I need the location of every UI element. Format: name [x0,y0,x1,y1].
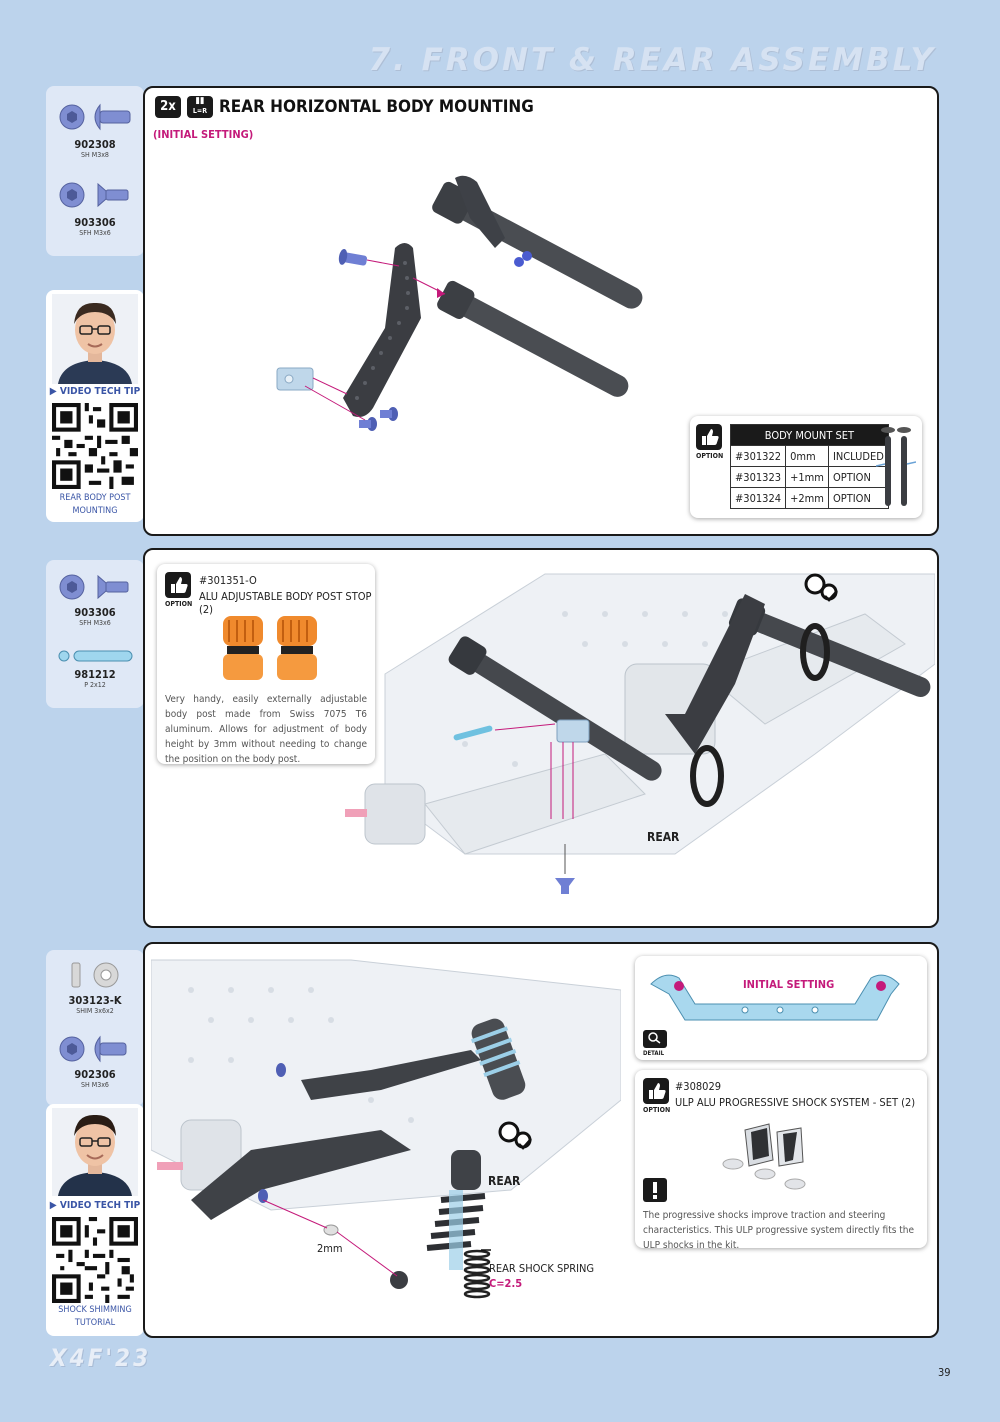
body-post-pair-icon [876,424,916,510]
thumbs-up-icon [643,1078,669,1104]
option-part-number: #301351-O [199,574,257,587]
option-name: ULP ALU PROGRESSIVE SHOCK SYSTEM - SET (2) [675,1096,916,1109]
step-panel-rear-body-mounting [143,86,939,536]
body-mount-set-table [730,424,889,509]
option-label: OPTION [643,1106,671,1114]
video-caption: TUTORIAL [74,1318,116,1328]
hardware-sidebar-step2 [46,560,144,708]
table-row: #301323 +1mm OPTION [731,467,889,488]
screw-icon [56,102,136,132]
progressive-shock-option-callout [635,1070,927,1251]
body-post-assembly-illustration [265,168,685,458]
step-title: REAR HORIZONTAL BODY MOUNTING [219,97,534,117]
hardware-desc: SH M3x6 [81,1081,109,1089]
video-tip-label: VIDEO TECH TIP [59,386,141,397]
option-name: ALU ADJUSTABLE BODY POST STOP (2) [199,590,372,616]
progressive-shock-parts-image [715,1120,835,1192]
hardware-desc: SH M3x8 [81,151,109,159]
lr-badge-label: L=R [192,107,208,115]
video-tip-label: VIDEO TECH TIP [59,1200,141,1211]
video-tip-card-step1[interactable] [46,290,144,522]
detail-setting-label: INITIAL SETTING [743,978,835,991]
hardware-code: 903306 [74,606,116,619]
detail-initial-setting-callout [635,956,927,1060]
table-header: BODY MOUNT SET [731,425,889,446]
video-caption: SHOCK SHIMMING [58,1305,132,1315]
aluminum-post-stop-image [217,610,327,690]
table-row: #301322 0mm INCLUDED [731,446,889,467]
lr-badge-icon: ▮▮ [195,96,205,106]
step-panel-body-post-stop [143,548,939,928]
video-caption: MOUNTING [72,506,118,516]
chassis-rear-illustration [345,554,935,924]
screw-icon [56,1034,136,1064]
option-part-number: #308029 [675,1080,722,1093]
hardware-code: 981212 [74,668,116,681]
hardware-code: 903306 [74,216,116,229]
countersunk-screw-icon [56,572,136,602]
qr-code[interactable] [52,403,138,489]
option-label: OPTION [165,600,193,608]
page-number: 39 [938,1366,951,1379]
thumbs-up-icon [165,572,191,598]
option-description: The progressive shocks improve traction and steering characteristics. This ULP progressive system directly fits the ULP shocks in the kit. [643,1210,915,1251]
detail-magnifier-icon [643,1030,667,1048]
step-subtitle: (INITIAL SETTING) [153,128,254,141]
pin-icon [56,648,136,664]
play-icon: ▶ [49,386,60,397]
rear-suspension-shock-illustration [151,950,621,1334]
hardware-code: 902308 [74,138,116,151]
video-tip-card-step3[interactable] [46,1104,144,1336]
quantity-badge: 2x [155,96,181,118]
shim-icon [66,960,126,990]
table-row: #301324 +2mm OPTION [731,488,889,509]
shock-tower-detail-image [645,964,915,1034]
model-logo: X4F'23 [50,1344,152,1372]
body-post-stop-option-callout [157,564,375,764]
step-panel-rear-shock [143,942,939,1338]
hardware-desc: SFH M3x6 [79,619,111,627]
hardware-desc: SFH M3x6 [79,229,111,237]
avatar [52,294,138,384]
play-icon: ▶ [49,1200,60,1211]
rear-label: REAR [488,1174,521,1188]
countersunk-screw-icon [56,180,136,210]
shim-thickness-label: 2mm [317,1242,343,1255]
option-label: OPTION [696,452,724,460]
thumbs-up-icon [696,424,722,450]
qr-code[interactable] [52,1217,138,1303]
body-mount-option-callout [690,416,922,518]
hardware-sidebar-step3 [46,950,144,1106]
shock-spring-label: REAR SHOCK SPRING [489,1262,595,1275]
hardware-desc: SHIM 3x6x2 [76,1007,114,1015]
detail-icon-label: DETAIL [643,1050,665,1057]
left-right-badge [187,96,213,118]
video-caption: REAR BODY POST [59,493,131,503]
rear-label: REAR [647,830,680,844]
hardware-desc: P 2x12 [84,681,106,689]
hardware-sidebar-step1 [46,86,144,256]
avatar [52,1108,138,1196]
shock-spring-value: C=2.5 [489,1277,523,1290]
section-title: 7. FRONT & REAR ASSEMBLY [368,42,936,78]
option-description: Very handy, easily externally adjustable body post made from Swiss 7075 T6 aluminum. Allows for adjustment of body height by 3mm without needing to change the position on the body post. [165,694,367,765]
warning-icon [643,1178,667,1202]
hardware-code: 303123-K [68,994,122,1007]
hardware-code: 902306 [74,1068,116,1081]
